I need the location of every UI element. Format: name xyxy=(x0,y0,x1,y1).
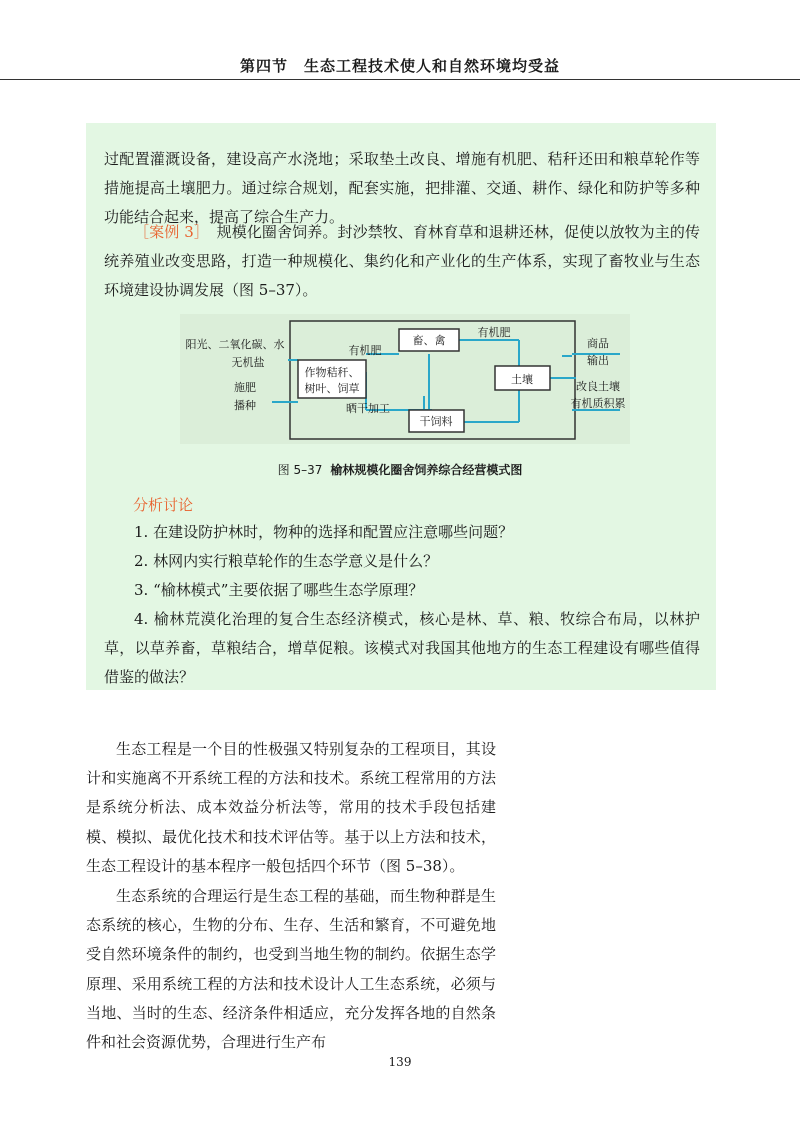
improve-label-line-1: 改良土壤 xyxy=(576,380,620,393)
crops-label-line-2: 树叶、饲草 xyxy=(304,382,360,395)
discussion-question-3: 3. “榆林模式”主要依据了哪些生态学原理？ xyxy=(134,581,424,599)
discussion-title: 分析讨论 xyxy=(133,496,194,514)
fertilize-label-line-1: 施肥 xyxy=(234,381,256,394)
fertilize-label-line-2: 播种 xyxy=(234,399,256,412)
case-3-tag: ［案例 3］ xyxy=(134,223,202,241)
discussion-question-2: 2. 林网内实行粮草轮作的生态学意义是什么？ xyxy=(134,552,439,570)
inputs-label-line-2: 无机盐 xyxy=(231,356,265,369)
manure-label-right: 有机肥 xyxy=(477,326,511,339)
page-number: 139 xyxy=(388,1055,412,1069)
figure-caption xyxy=(0,461,800,478)
box-case-3 xyxy=(104,218,700,305)
improve-label-line-2: 有机质积累 xyxy=(570,397,626,410)
crops-label-line-1: 作物秸秆、 xyxy=(304,366,360,379)
section-title: 第四节 生态工程技术使人和自然环境均受益 xyxy=(239,57,560,75)
goods-label-line-1: 商品 xyxy=(587,337,609,350)
discussion-question-1: 1. 在建设防护林时，物种的选择和配置应注意哪些问题？ xyxy=(134,523,514,541)
hay-label: 干饲料 xyxy=(419,415,453,428)
body-paragraph-2: 生态系统的合理运行是生态工程的基础，而生物种群是生态系统的核心，生物的分布、生存、生活和繁育，不可避免地受自然环境条件的制约，也受到当地生物的制约。依据生态学原理、采用系统工程的方法和技术设计人工生态系统，必须与当地、当时的生态、经济条件相适应，充分发挥各地的自然条件和社会资源优势，合理进行生产布 xyxy=(86,887,496,1052)
discussion-question-4: 4. 榆林荒漠化治理的复合生态经济模式，核心是林、草、粮、牧综合布局，以林护草，以草养畜，草粮结合，增草促粮。该模式对我国其他地方的生态工程建设有哪些值得借鉴的做法？ xyxy=(104,610,700,686)
livestock-label: 畜、禽 xyxy=(412,334,446,347)
box-paragraph-1: 过配置灌溉设备，建设高产水浇地；采取垫土改良、增施有机肥、秸秆还田和粮草轮作等措施提高土壤肥力。通过综合规划，配套实施，把排灌、交通、耕作、绿化和防护等多种功能结合起来，提高了综合生产力。 xyxy=(104,150,700,226)
figure-number: 图 5–37 xyxy=(277,463,323,477)
goods-label-line-2: 输出 xyxy=(587,354,609,367)
inputs-label-line-1: 阳光、二氧化碳、水 xyxy=(185,338,285,351)
soil-label: 土壤 xyxy=(511,373,533,386)
drying-label: 晒干加工 xyxy=(346,402,390,415)
case-3-text: 规模化圈舍饲养。封沙禁牧、育林育草和退耕还林，促使以放牧为主的传统养殖业改变思路，打造一种规模化、集约化和产业化的生产体系，实现了畜牧业与生态环境建设协调发展（图 5–37）。 xyxy=(104,223,701,299)
header-divider xyxy=(0,79,800,80)
body-paragraph-1: 生态工程是一个目的性极强又特别复杂的工程项目，其设计和实施离不开系统工程的方法和技术。系统工程常用的方法是系统分析法、成本效益分析法等，常用的技术手段包括建模、模拟、最优化技术和技术评估等。基于以上方法和技术，生态工程设计的基本程序一般包括四个环节（图 5–38）。 xyxy=(86,740,496,875)
figure-5-37-diagram xyxy=(180,314,630,444)
figure-caption-text: 榆林规模化圈舍饲养综合经营模式图 xyxy=(330,463,523,477)
manure-label-left: 有机肥 xyxy=(348,344,382,357)
